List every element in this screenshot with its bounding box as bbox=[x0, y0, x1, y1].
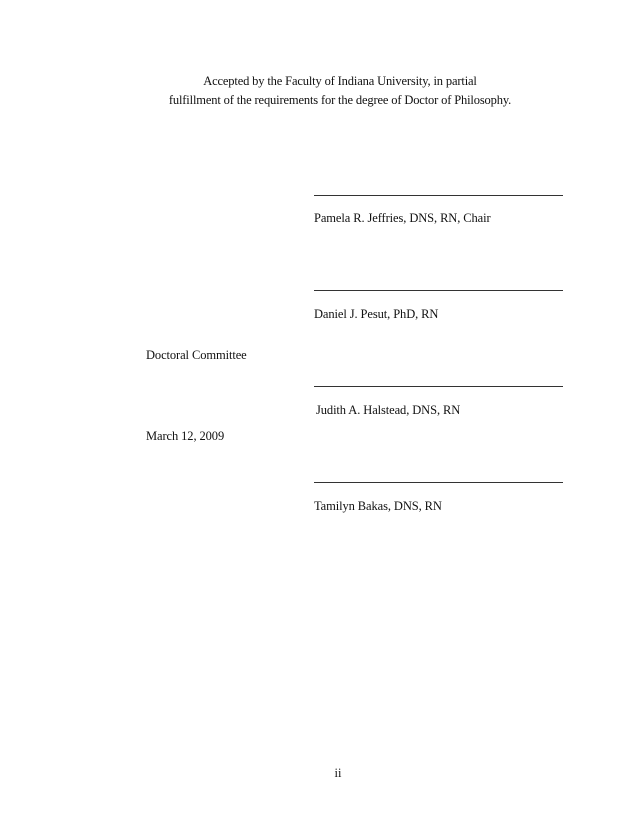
committee-label: Doctoral Committee bbox=[146, 348, 247, 362]
defense-date: March 12, 2009 bbox=[146, 429, 225, 443]
acceptance-line-2: fulfillment of the requirements for the degree of Doctor of Philosophy. bbox=[168, 93, 512, 107]
signer-name-3: Judith A. Halstead, DNS, RN bbox=[316, 403, 461, 417]
signer-name-1: Pamela R. Jeffries, DNS, RN, Chair bbox=[314, 211, 491, 225]
signature-line-3 bbox=[314, 386, 563, 387]
page-number: ii bbox=[334, 766, 342, 780]
signature-line-2 bbox=[314, 290, 563, 291]
acceptance-statement bbox=[100, 72, 580, 110]
signer-name-2: Daniel J. Pesut, PhD, RN bbox=[314, 307, 439, 321]
signature-line-1 bbox=[314, 195, 563, 196]
signer-name-4: Tamilyn Bakas, DNS, RN bbox=[314, 499, 442, 513]
acceptance-line-1: Accepted by the Faculty of Indiana University, in partial bbox=[203, 74, 477, 88]
signature-line-4 bbox=[314, 482, 563, 483]
